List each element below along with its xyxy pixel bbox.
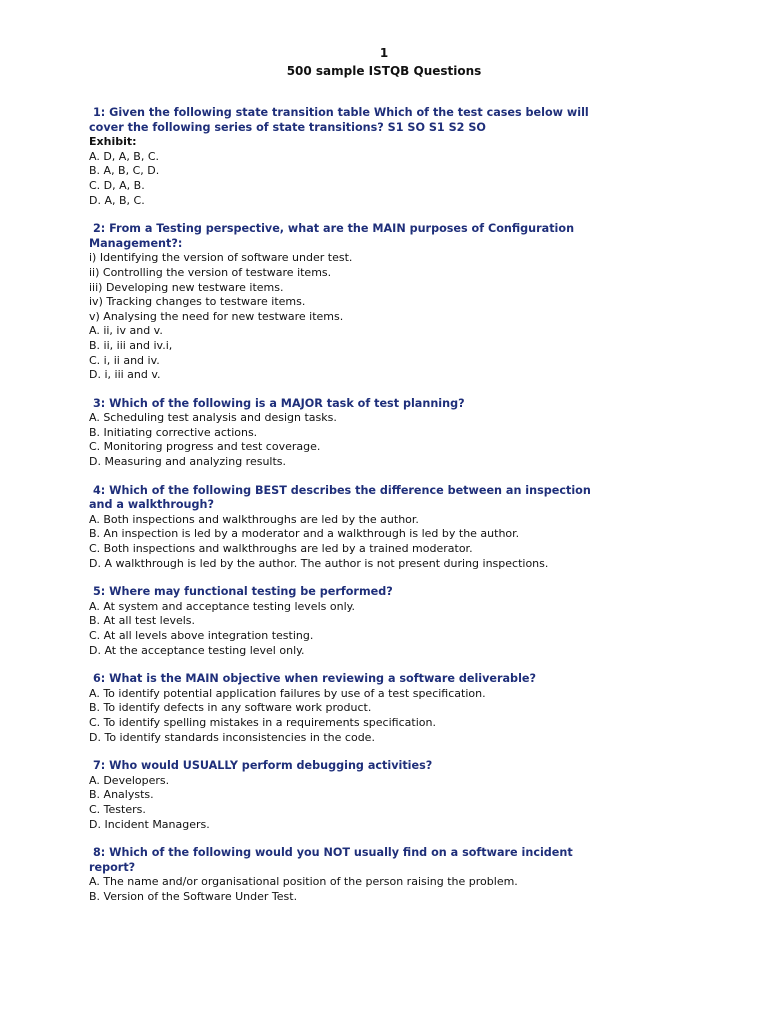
document-title: 500 sample ISTQB Questions <box>286 64 482 78</box>
answer-option: C. i, ii and iv. <box>89 353 160 367</box>
answer-option: A. Developers. <box>89 773 170 787</box>
answer-option: A. Scheduling test analysis and design tasks. <box>89 411 337 425</box>
question-text: 8: Which of the following would you NOT usually find on a software incident report? <box>89 846 573 874</box>
answer-option: B. Version of the Software Under Test. <box>89 889 298 903</box>
question-block <box>89 397 609 470</box>
question-text: 5: Where may functional testing be performed? <box>93 585 393 599</box>
answer-option: iv) Tracking changes to testware items. <box>89 295 306 309</box>
answer-option: D. Measuring and analyzing results. <box>89 455 287 469</box>
answer-option: ii) Controlling the version of testware items. <box>89 265 332 279</box>
answer-option: D. At the acceptance testing level only. <box>89 643 305 657</box>
answer-option: C. D, A, B. <box>89 178 145 192</box>
question-text: 1: Given the following state transition table Which of the test cases below will cover the following series of state transitions? S1 SO S1 S2 SO <box>89 106 589 134</box>
question-block <box>89 672 609 745</box>
answer-option: B. To identify defects in any software work product. <box>89 701 372 715</box>
answer-option: i) Identifying the version of software under test. <box>89 251 353 265</box>
answer-option: C. Both inspections and walkthroughs are led by a trained moderator. <box>89 542 473 556</box>
answer-option: A. At system and acceptance testing levels only. <box>89 599 356 613</box>
answer-option: B. An inspection is led by a moderator and a walkthrough is led by the author. <box>89 527 520 541</box>
page-number: 1 <box>379 46 389 60</box>
question-block <box>89 106 609 208</box>
answer-option: C. Monitoring progress and test coverage. <box>89 440 321 454</box>
answer-option: B. A, B, C, D. <box>89 164 160 178</box>
answer-option: D. i, iii and v. <box>89 368 161 382</box>
question-block <box>89 222 609 383</box>
question-text: 3: Which of the following is a MAJOR task of test planning? <box>93 396 465 410</box>
answer-option: D. Incident Managers. <box>89 817 210 831</box>
answer-option: B. At all test levels. <box>89 614 196 628</box>
answer-option: C. To identify spelling mistakes in a requirements specification. <box>89 715 436 729</box>
answer-option: D. A walkthrough is led by the author. The author is not present during inspections. <box>89 556 549 570</box>
exhibit-label: Exhibit: <box>89 135 137 149</box>
answer-option: B. Analysts. <box>89 788 154 802</box>
answer-option: C. At all levels above integration testing. <box>89 629 314 642</box>
question-text: 2: From a Testing perspective, what are the MAIN purposes of Configuration Management?: <box>89 222 575 250</box>
answer-option: B. ii, iii and iv.i, <box>89 338 173 352</box>
question-block <box>89 585 609 658</box>
answer-option: iii) Developing new testware items. <box>89 280 284 294</box>
answer-option: B. Initiating corrective actions. <box>89 425 258 439</box>
answer-option: C. Testers. <box>89 802 146 816</box>
question-block <box>89 484 609 572</box>
answer-option: D. A, B, C. <box>89 193 145 207</box>
answer-option: A. Both inspections and walkthroughs are led by the author. <box>89 512 419 526</box>
question-text: 7: Who would USUALLY perform debugging activities? <box>93 759 433 773</box>
answer-option: A. ii, iv and v. <box>89 324 163 338</box>
answer-option: D. To identify standards inconsistencies in the code. <box>89 730 375 744</box>
question-text: 6: What is the MAIN objective when reviewing a software deliverable? <box>93 672 536 686</box>
question-block <box>89 846 609 904</box>
question-list <box>89 106 609 919</box>
answer-option: A. The name and/or organisational position of the person raising the problem. <box>89 875 518 889</box>
answer-option: v) Analysing the need for new testware items. <box>89 309 344 323</box>
question-block <box>89 759 609 832</box>
answer-option: A. D, A, B, C. <box>89 149 160 163</box>
question-text: 4: Which of the following BEST describes the difference between an inspection and a walkthrough? <box>89 483 591 512</box>
answer-option: A. To identify potential application failures by use of a test specification. <box>89 686 486 700</box>
